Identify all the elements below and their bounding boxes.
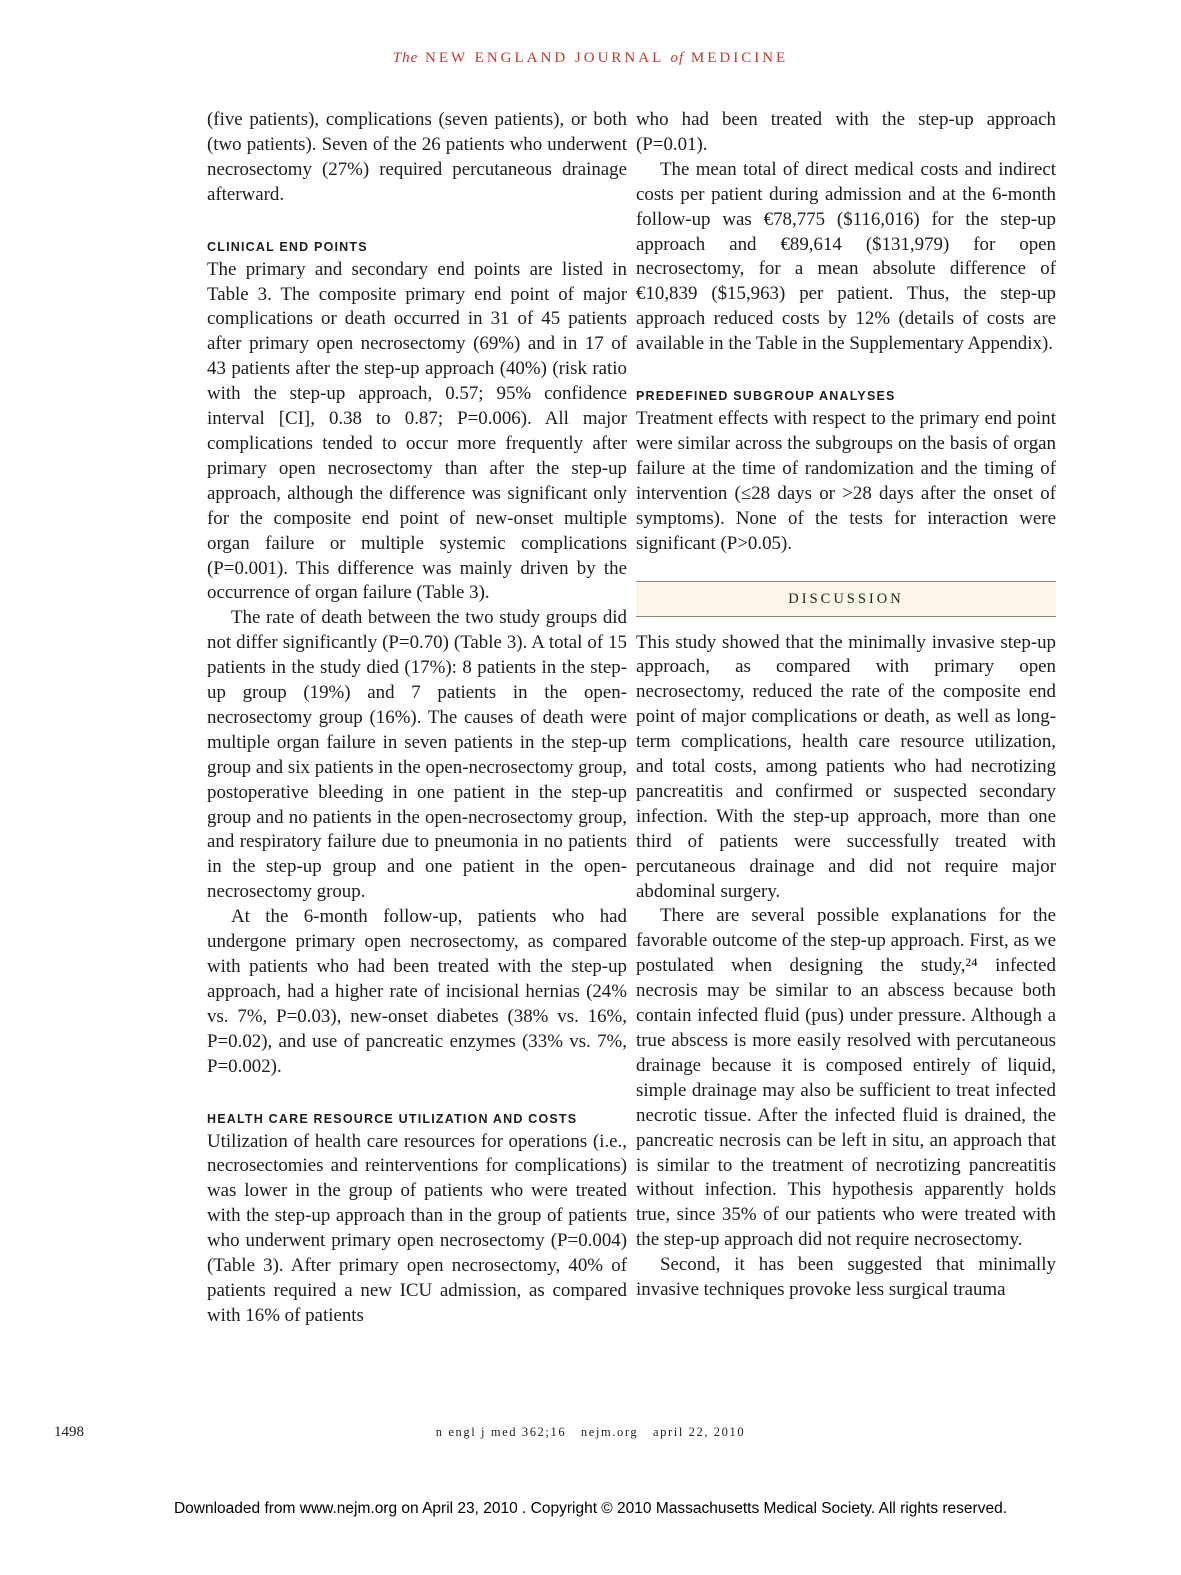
left-paragraph-1: (five patients), complications (seven patients), or both (two patients). Seven of the 26 patients who underwent necrosectomy (27%) required percutaneous drainage afterward.: [207, 109, 627, 205]
right-paragraph-5: There are several possible explanations for the favorable outcome of the step-up approach. First, as we postulated when designing the study,²⁴ infected necrosis may be similar to an abscess because both contain infected fluid (pus) under pressure. Although a true abscess is more easily resolved with percutaneous drainage because it is composed entirely of liquid, simple drainage may also be sufficient to treat infected necrotic tissue. After the infected fluid is drained, the pancreatic necrosis can be left in situ, an approach that is similar to the treatment of necrotizing pancreatitis without infection. This hypothesis apparently holds true, since 35% of our patients who were treated with the step-up approach did not require necrosectomy.: [636, 905, 1056, 1251]
left-paragraph-2: The primary and secondary end points are listed in Table 3. The composite primary end point of major complications or death occurred in 31 of 45 patients after primary open necrosectomy (69%) and in 17 of 43 patients after the step-up approach (40%) (risk ratio with the step-up approach, 0.57; 95% confidence interval [CI], 0.38 to 0.87; P=0.006). All major complications tended to occur more frequently after primary open necrosectomy than after the step-up approach, although the difference was significant only for the composite end point of new-onset multiple organ failure or multiple systemic complications (P=0.001). This difference was mainly driven by the occurrence of organ failure (Table 3).: [207, 258, 627, 604]
citation-journal: n engl j med 362;16: [435, 1425, 567, 1439]
heading-predefined-subgroup: PREDEFINED SUBGROUP ANALYSES: [636, 389, 896, 404]
right-paragraph-6: Second, it has been suggested that minimally invasive techniques provoke less surgical trauma: [636, 1254, 1056, 1301]
heading-clinical-end-points: CLINICAL END POINTS: [207, 239, 368, 254]
right-column: [636, 108, 1056, 1303]
citation-site: nejm.org: [580, 1425, 639, 1439]
left-paragraph-5: Utilization of health care resources for operations (i.e., necrosectomies and reinterventions for complications) was lower in the group of patients who were treated with the step-up approach than in the group of patients who underwent primary open necrosectomy (P=0.004) (Table 3). After primary open necrosectomy, 40% of patients required a new ICU admission, as compared with 16% of patients: [207, 1130, 627, 1326]
journal-main: NEW ENGLAND JOURNAL: [425, 50, 664, 66]
journal-end: MEDICINE: [690, 50, 789, 66]
discussion-heading: DISCUSSION: [636, 581, 1056, 617]
heading-health-care-resource: HEALTH CARE RESOURCE UTILIZATION AND COSTS: [207, 1111, 578, 1126]
journal-of: of: [670, 50, 685, 66]
right-paragraph-4: This study showed that the minimally invasive step-up approach, as compared with primary open necrosectomy, reduced the rate of the composite end point of major complications or death, as well as long-term complications, health care resource utilization, and total costs, among patients who had necrotizing pancreatitis and confirmed or suspected secondary infection. With the step-up approach, more than one third of patients were successfully treated with percutaneous drainage and did not require major abdominal surgery.: [636, 631, 1056, 902]
download-notice: Downloaded from www.nejm.org on April 23, 2010 . Copyright © 2010 Massachusetts Medical Society. All rights reserved.: [173, 1500, 1008, 1517]
right-paragraph-1: who had been treated with the step-up approach (P=0.01).: [636, 109, 1056, 155]
journal-the: The: [392, 50, 419, 66]
left-paragraph-4: At the 6-month follow-up, patients who had undergone primary open necrosectomy, as compared with patients who had been treated with the step-up approach, had a higher rate of incisional hernias (24% vs. 7%, P=0.03), new-onset diabetes (38% vs. 16%, P=0.02), and use of pancreatic enzymes (33% vs. 7%, P=0.002).: [207, 906, 627, 1077]
citation-date: april 22, 2010: [653, 1425, 746, 1439]
page-number: 1498: [54, 1424, 84, 1440]
footer-citation: [0, 1425, 1181, 1440]
right-paragraph-2: The mean total of direct medical costs and indirect costs per patient during admission and at the 6-month follow-up was €78,775 ($116,016) for the step-up approach and €89,614 ($131,979) for open necrosectomy, for a mean absolute difference of €10,839 ($15,963) per patient. Thus, the step-up approach reduced costs by 12% (details of costs are available in the Table in the Supplementary Appendix).: [636, 158, 1056, 355]
right-paragraph-3: Treatment effects with respect to the primary end point were similar across the subgroups on the basis of organ failure at the time of randomization and the timing of intervention (≤28 days or >28 days after the onset of symptoms). None of the tests for interaction were significant (P>0.05).: [636, 408, 1056, 554]
left-paragraph-3: The rate of death between the two study groups did not differ significantly (P=0.70) (Table 3). A total of 15 patients in the study died (17%): 8 patients in the step-up group (19%) and 7 patients in the open-necrosectomy group (16%). The causes of death were multiple organ failure in seven patients in the step-up group and six patients in the open-necrosectomy group, postoperative bleeding in one patient in the step-up group and no patients in the open-necrosectomy group, and respiratory failure due to pneumonia in no patients in the step-up group and one patient in the open-necrosectomy group.: [207, 607, 627, 903]
left-column: [207, 108, 627, 1329]
running-head: [0, 50, 1181, 67]
